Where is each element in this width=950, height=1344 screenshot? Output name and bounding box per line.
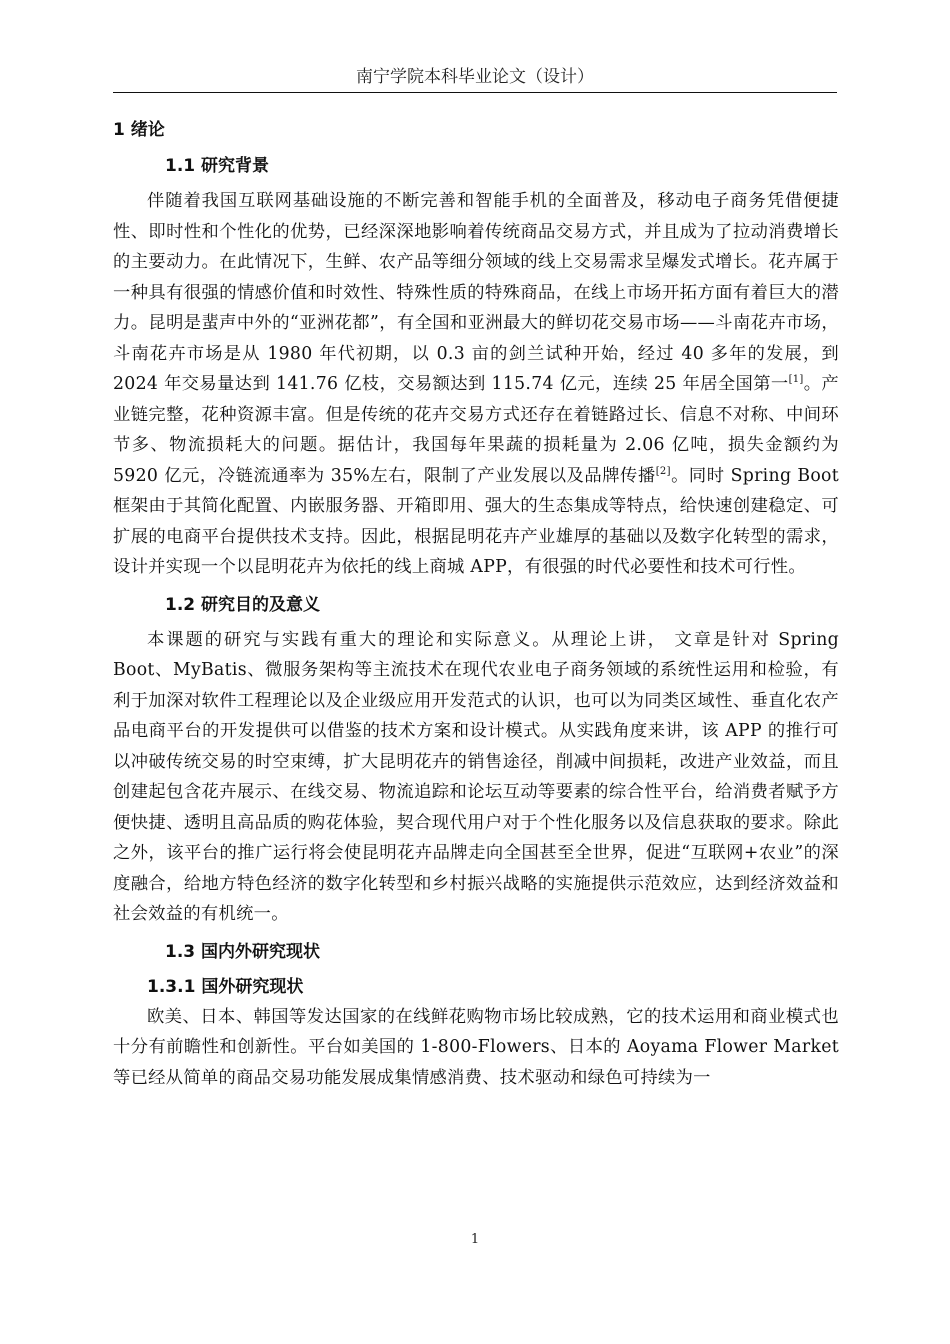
chapter-title: 1 绪论	[113, 120, 165, 140]
paragraph-text-part-2: 。产业链完整，花种资源丰富。但是传统的花卉交易方式还存在着链路过长、信息不对称、中间环节多、物流损耗大的问题。据估计，我国每年果蔬的损耗量为 2.06 亿吨，损失金额约为 5920 亿元，冷链流通率为 35%左右，限制了产业发展以及品牌传播	[113, 374, 840, 486]
section-1-2-title: 1.2 研究目的及意义	[165, 594, 321, 615]
section-1-1-paragraph	[113, 186, 839, 583]
page-number: 1	[470, 1232, 480, 1247]
section-1-1-title: 1.1 研究背景	[165, 156, 270, 176]
paper-body	[113, 114, 839, 1099]
section-1-3-1-title: 1.3.1 国外研究现状	[147, 976, 304, 997]
page-header: 南宁学院本科毕业论文（设计）	[113, 62, 837, 93]
paragraph-text-part-3: 。同时 Spring Boot 框架由于其简化配置、内嵌服务器、开箱即用、强大的生态集成等特点，给快速创建稳定、可扩展的电商平台提供技术支持。因此，根据昆明花卉产业雄厚的基础以及数字化转型的需求，设计并实现一个以昆明花卉为依托的线上商城 APP，有很强的时代必要性和技术可行性。	[113, 465, 840, 577]
citation-1[interactable]: [1]	[788, 374, 804, 386]
paragraph-text-part-1: 伴随着我国互联网基础设施的不断完善和智能手机的全面普及，移动电子商务凭借便捷性、即时性和个性化的优势，已经深深地影响着传统商品交易方式，并且成为了拉动消费增长的主要动力。在此情况下，生鲜、农产品等细分领域的线上交易需求呈爆发式增长。花卉属于一种具有很强的情感价值和时效性、特殊性质的特殊商品，在线上市场开拓方面有着巨大的潜力。昆明是蜚声中外的“亚洲花都”，有全国和亚洲最大的鲜切花交易市场——斗南花卉市场，斗南花卉市场是从 1980 年代初期，以 0.3 亩的剑兰试种开始，经过 40 多年的发展，到 2024 年交易量达到 141.76 亿枝，交易额达到 115.74 亿元，连续 25 年居全国第一	[113, 191, 839, 394]
citation-2[interactable]: [2]	[655, 465, 671, 477]
section-1-3-title: 1.3 国内外研究现状	[165, 941, 321, 962]
section-1-2-paragraph: 本课题的研究与实践有重大的理论和实际意义。从理论上讲， 文章是针对 Spring Boot、MyBatis、微服务架构等主流技术在现代农业电子商务领域的系统性运用和检验，有利于加深对软件工程理论以及企业级应用开发范式的认识，也可以为同类区域性、垂直化农产品电商平台的开发提供可以借鉴的技术方案和设计模式。从实践角度来讲，该 APP 的推行可以冲破传统交易的时空束缚，扩大昆明花卉的销售途径，削减中间损耗，改进产业效益，而且创建起包含花卉展示、在线交易、物流追踪和论坛互动等要素的综合性平台，给消费者赋予方便快捷、透明且高品质的购花体验，契合现代用户对于个性化服务以及信息获取的要求。除此之外，该平台的推广运行将会使昆明花卉品牌走向全国甚至全世界，促进“互联网+农业”的深度融合，给地方特色经济的数字化转型和乡村振兴战略的实施提供示范效应，达到经济效益和社会效益的有机统一。	[113, 629, 839, 924]
section-1-3-1-paragraph: 欧美、日本、韩国等发达国家的在线鲜花购物市场比较成熟，它的技术运用和商业模式也十分有前瞻性和创新性。平台如美国的 1-800-Flowers、日本的 Aoyama Flower Market 等已经从简单的商品交易功能发展成集情感消费、技术驱动和绿色可持续为一	[113, 1006, 839, 1088]
